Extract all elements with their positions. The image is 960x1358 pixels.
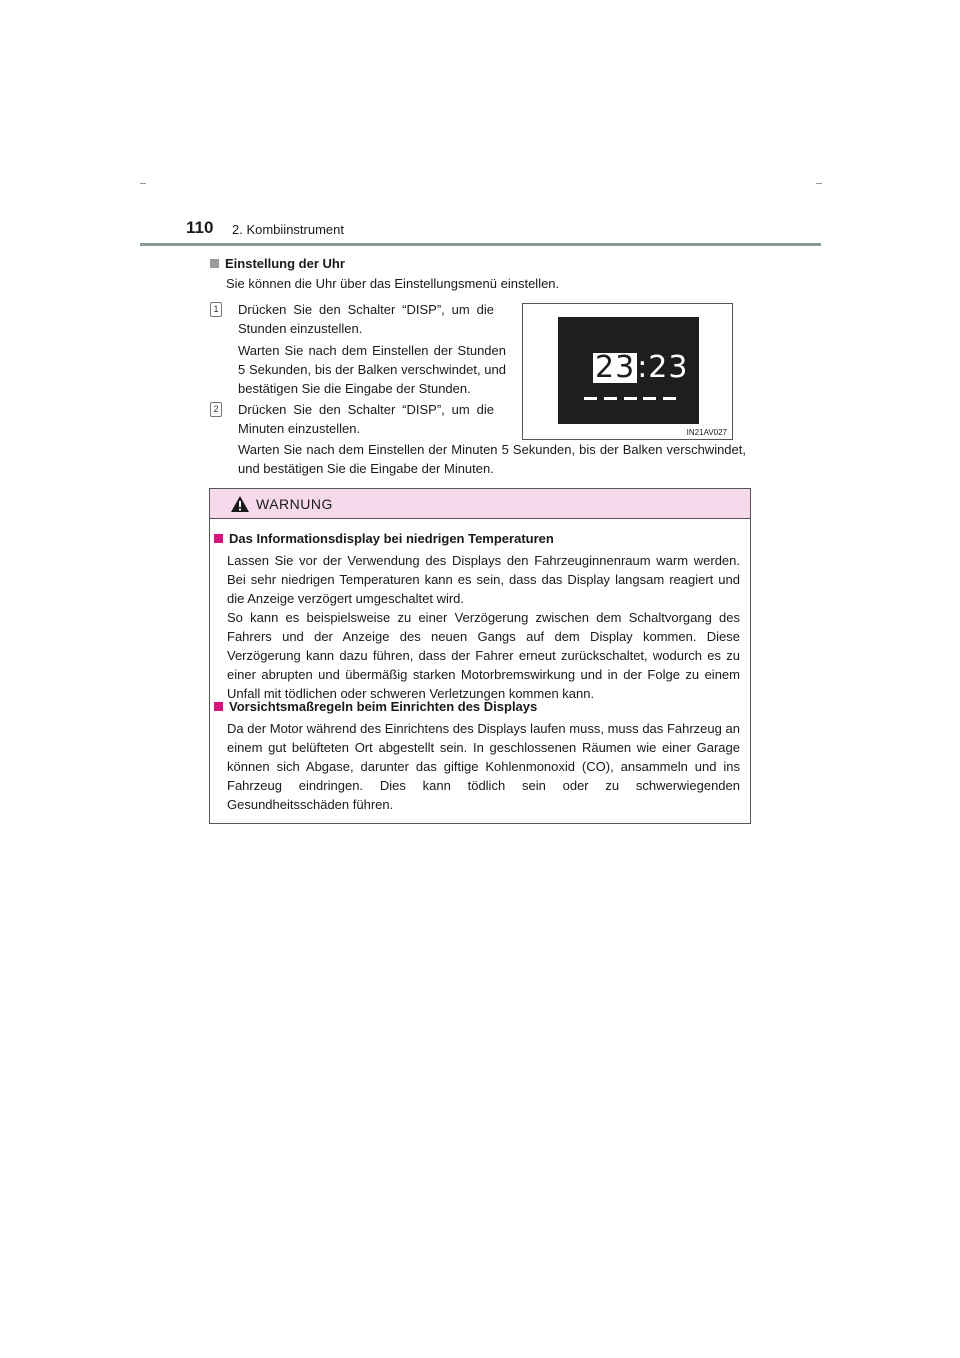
warning-item-1-paragraph-2: So kann es beispielsweise zu einer Verzögerung zwischen dem Schaltvorgang des Fahrers und der Anzeige des neuen Gangs auf dem Display kommen. Diese Verzögerung kann dazu führen, dass der Fahrer erneut zurückschaltet, wodurch es zu einer abrupten und übermäßig starken Motorbremswirkung und in der Folge zu einem Unfall mit tödlichen oder schweren Verletzungen kommen kann.: [227, 610, 740, 701]
clock-readout: [593, 350, 688, 385]
step-1: [210, 300, 494, 338]
warning-item-1-heading-text: Das Informationsdisplay bei niedrigen Temperaturen: [229, 531, 554, 546]
warning-title: WARNUNG: [256, 496, 333, 512]
step-2-note: Warten Sie nach dem Einstellen der Minuten 5 Sekunden, bis der Balken verschwindet, und bestätigen Sie die Eingabe der Minuten.: [238, 442, 746, 476]
warning-item-2-heading: [214, 699, 537, 714]
progress-bar-dashes: [584, 397, 676, 400]
step-number-2-icon: 2: [210, 402, 222, 417]
step-2: [210, 400, 494, 438]
crop-mark-right: [816, 183, 822, 184]
chapter-title: 2. Kombiinstrument: [232, 222, 344, 237]
section-heading: [210, 256, 345, 271]
dash-segment: [604, 397, 617, 400]
section-intro: Sie können die Uhr über das Einstellungsmenü einstellen.: [226, 276, 560, 291]
warning-triangle-icon: [230, 495, 250, 513]
dash-segment: [663, 397, 676, 400]
crop-mark-left: [140, 183, 146, 184]
warning-item-2-heading-text: Vorsichtsmaßregeln beim Einrichten des Displays: [229, 699, 538, 714]
clock-separator: :: [637, 350, 649, 385]
step-1-note: Warten Sie nach dem Einstellen der Stunden 5 Sekunden, bis der Balken verschwindet, und bestätigen Sie die Eingabe der Stunden.: [238, 343, 506, 396]
dash-segment: [643, 397, 656, 400]
warning-item-1-paragraph-1: Lassen Sie vor der Verwendung des Displays den Fahrzeuginnenraum warm werden. Bei sehr niedrigen Temperaturen kann es sein, dass das Display langsam reagiert und die Anzeige verzögert umgeschaltet wird.: [227, 553, 740, 606]
dash-segment: [624, 397, 637, 400]
section-heading-text: Einstellung der Uhr: [225, 256, 345, 271]
square-bullet-icon: [214, 702, 223, 711]
figure-code: IN21AV027: [686, 428, 727, 437]
dash-segment: [584, 397, 597, 400]
header-rule: [140, 243, 821, 246]
warning-item-1-heading: [214, 531, 554, 546]
step-1-text: Drücken Sie den Schalter “DISP”, um die Stunden einzustellen.: [238, 302, 494, 336]
step-2-text: Drücken Sie den Schalter “DISP”, um die Minuten einzustellen.: [238, 402, 494, 436]
warning-item-1-body: [227, 551, 740, 703]
warning-box: [209, 488, 751, 824]
clock-hours: 23: [595, 350, 636, 385]
warning-header: [210, 489, 750, 519]
step-number-1-icon: 1: [210, 302, 222, 317]
warning-item-2-body: [227, 719, 740, 814]
square-bullet-icon: [214, 534, 223, 543]
warning-item-2-paragraph-1: Da der Motor während des Einrichtens des Displays laufen muss, muss das Fahrzeug an einem gut belüfteten Ort abgestellt sein. In geschlossenen Räumen wie einer Garage können sich Abgase, darunter das giftige Kohlenmonoxid (CO), ansammeln und ins Fahrzeug eindringen. Dies kann tödlich sein oder zu schwerwiegenden Gesundheitsschäden führen.: [227, 721, 740, 812]
clock-display-figure: [522, 303, 733, 440]
clock-minutes: 23: [648, 350, 689, 385]
square-bullet-icon: [210, 259, 219, 268]
page-number: 110: [186, 218, 214, 237]
clock-display-screen: [558, 317, 699, 424]
